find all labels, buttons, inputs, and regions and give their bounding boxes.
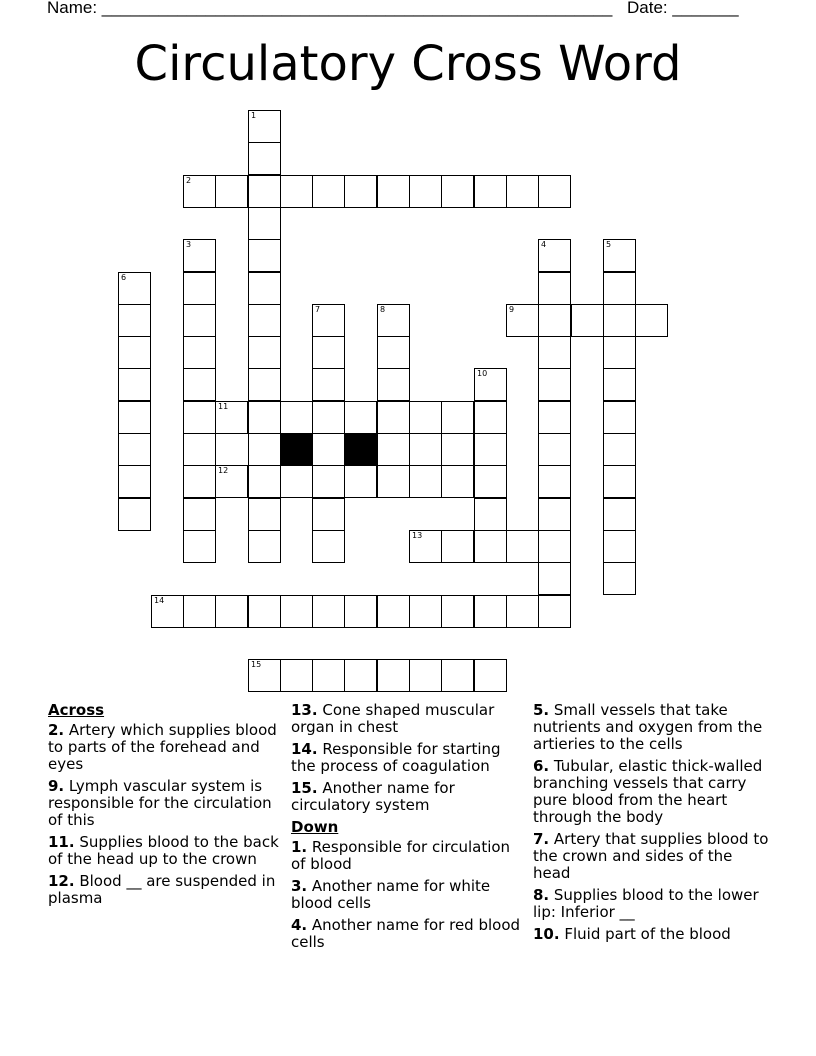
clue-column-3 — [533, 702, 773, 948]
crossword-cell[interactable] — [377, 175, 410, 208]
crossword-cell[interactable] — [280, 659, 313, 692]
crossword-cell[interactable] — [183, 401, 216, 434]
down-clue-list — [291, 839, 527, 951]
cell-number: 13 — [412, 531, 423, 540]
clue-item — [48, 778, 284, 829]
clue-item — [48, 834, 284, 868]
crossword-cell[interactable] — [248, 110, 281, 143]
cell-number: 10 — [477, 369, 488, 378]
crossword-cell[interactable] — [344, 659, 377, 692]
crossword-cell[interactable] — [441, 595, 474, 628]
cell-number: 9 — [509, 305, 515, 314]
crossword-cell[interactable] — [441, 530, 474, 563]
crossword-cell[interactable] — [248, 304, 281, 337]
crossword-cell[interactable] — [215, 401, 248, 434]
crossword-cell[interactable] — [215, 465, 248, 498]
crossword-cell[interactable] — [248, 175, 281, 208]
clue-text: Small vessels that take nutrients and oxygen from the artieries to the cells — [533, 701, 763, 753]
black-square — [280, 433, 313, 466]
crossword-cell[interactable] — [441, 659, 474, 692]
crossword-cell[interactable] — [248, 595, 281, 628]
crossword-cell[interactable] — [441, 433, 474, 466]
crossword-cell[interactable] — [312, 465, 345, 498]
clue-item — [533, 831, 773, 882]
crossword-cell[interactable] — [474, 433, 507, 466]
clue-item — [48, 873, 284, 907]
date-field-label: Date: _______ — [627, 0, 739, 17]
crossword-cell[interactable] — [183, 465, 216, 498]
crossword-cell[interactable] — [118, 498, 151, 531]
crossword-cell[interactable] — [441, 401, 474, 434]
crossword-cell[interactable] — [215, 175, 248, 208]
crossword-cell[interactable] — [538, 433, 571, 466]
crossword-cell[interactable] — [538, 465, 571, 498]
crossword-cell[interactable] — [312, 304, 345, 337]
crossword-cell[interactable] — [248, 142, 281, 175]
crossword-cell[interactable] — [474, 498, 507, 531]
crossword-cell[interactable] — [248, 659, 281, 692]
crossword-cell[interactable] — [603, 368, 636, 401]
cell-number: 5 — [606, 240, 612, 249]
cell-number: 11 — [218, 402, 229, 411]
clue-number: 6. — [533, 757, 550, 775]
down-heading: Down — [291, 818, 339, 836]
clue-text: Tubular, elastic thick-walled branching vessels that carry pure blood from the heart through the body — [533, 757, 763, 826]
crossword-cell[interactable] — [603, 401, 636, 434]
crossword-cell[interactable] — [506, 304, 539, 337]
crossword-cell[interactable] — [603, 433, 636, 466]
crossword-cell[interactable] — [248, 530, 281, 563]
crossword-cell[interactable] — [474, 659, 507, 692]
black-square — [344, 433, 377, 466]
clue-column-1 — [48, 702, 284, 912]
crossword-cell[interactable] — [506, 530, 539, 563]
clue-item — [533, 702, 773, 753]
cell-number: 4 — [541, 240, 547, 249]
crossword-cell[interactable] — [377, 336, 410, 369]
crossword-cell[interactable] — [215, 595, 248, 628]
crossword-cell[interactable] — [377, 304, 410, 337]
crossword-cell[interactable] — [377, 659, 410, 692]
clue-text: Artery which supplies blood to parts of the forehead and eyes — [48, 721, 277, 773]
crossword-cell[interactable] — [118, 368, 151, 401]
crossword-cell[interactable] — [151, 595, 184, 628]
clue-number: 15. — [291, 779, 318, 797]
clue-item — [291, 839, 527, 873]
clue-number: 5. — [533, 701, 550, 719]
crossword-cell[interactable] — [248, 239, 281, 272]
crossword-cell[interactable] — [183, 239, 216, 272]
crossword-cell[interactable] — [183, 272, 216, 305]
clue-number: 10. — [533, 925, 560, 943]
down-clue-list-continued — [533, 702, 773, 943]
crossword-cell[interactable] — [474, 401, 507, 434]
crossword-cell[interactable] — [248, 465, 281, 498]
crossword-cell[interactable] — [409, 659, 442, 692]
across-clue-list-continued — [291, 702, 527, 814]
crossword-cell[interactable] — [538, 562, 571, 595]
cell-number: 2 — [186, 176, 192, 185]
clue-item — [291, 878, 527, 912]
name-field-label: Name: ______________________________________________________ — [47, 0, 613, 17]
crossword-cell[interactable] — [344, 401, 377, 434]
crossword-cell[interactable] — [603, 304, 636, 337]
clue-text: Fluid part of the blood — [559, 925, 731, 943]
crossword-cell[interactable] — [344, 595, 377, 628]
crossword-cell[interactable] — [474, 175, 507, 208]
clue-item — [291, 741, 527, 775]
crossword-cell[interactable] — [538, 239, 571, 272]
clue-number: 2. — [48, 721, 65, 739]
crossword-cell[interactable] — [538, 498, 571, 531]
crossword-cell[interactable] — [603, 562, 636, 595]
crossword-cell[interactable] — [441, 175, 474, 208]
crossword-cell[interactable] — [571, 304, 604, 337]
clue-text: Artery that supplies blood to the crown and sides of the head — [533, 830, 769, 882]
clue-item — [291, 917, 527, 951]
crossword-cell[interactable] — [312, 530, 345, 563]
crossword-cell[interactable] — [441, 465, 474, 498]
crossword-cell[interactable] — [538, 401, 571, 434]
clue-number: 9. — [48, 777, 65, 795]
crossword-cell[interactable] — [312, 595, 345, 628]
crossword-cell[interactable] — [312, 336, 345, 369]
crossword-cell[interactable] — [377, 433, 410, 466]
crossword-cell[interactable] — [312, 659, 345, 692]
crossword-cell[interactable] — [538, 530, 571, 563]
clue-item — [533, 887, 773, 921]
crossword-cell[interactable] — [312, 433, 345, 466]
crossword-cell[interactable] — [409, 530, 442, 563]
crossword-cell[interactable] — [409, 595, 442, 628]
crossword-cell[interactable] — [409, 401, 442, 434]
clue-text: Supplies blood to the lower lip: Inferior __ — [533, 886, 759, 921]
crossword-cell[interactable] — [248, 433, 281, 466]
crossword-cell[interactable] — [183, 368, 216, 401]
crossword-cell[interactable] — [635, 304, 668, 337]
crossword-cell[interactable] — [248, 368, 281, 401]
crossword-cell[interactable] — [118, 433, 151, 466]
crossword-cell[interactable] — [506, 175, 539, 208]
clue-item — [291, 702, 527, 736]
crossword-cell[interactable] — [603, 498, 636, 531]
crossword-cell[interactable] — [183, 530, 216, 563]
clue-text: Lymph vascular system is responsible for the circulation of this — [48, 777, 272, 829]
cell-number: 3 — [186, 240, 192, 249]
crossword-cell[interactable] — [409, 465, 442, 498]
crossword-cell[interactable] — [118, 304, 151, 337]
crossword-cell[interactable] — [312, 498, 345, 531]
cell-number: 1 — [251, 111, 257, 120]
cell-number: 7 — [315, 305, 321, 314]
crossword-cell[interactable] — [377, 465, 410, 498]
clue-text: Responsible for starting the process of coagulation — [291, 740, 501, 775]
crossword-cell[interactable] — [183, 336, 216, 369]
crossword-cell[interactable] — [538, 272, 571, 305]
crossword-cell[interactable] — [377, 368, 410, 401]
clue-number: 11. — [48, 833, 75, 851]
clue-item — [533, 758, 773, 826]
crossword-cell[interactable] — [538, 336, 571, 369]
crossword-cell[interactable] — [538, 368, 571, 401]
across-heading: Across — [48, 701, 105, 719]
clue-item — [291, 780, 527, 814]
clue-text: Supplies blood to the back of the head up to the crown — [48, 833, 279, 868]
crossword-cell[interactable] — [312, 401, 345, 434]
crossword-cell[interactable] — [474, 465, 507, 498]
crossword-cell[interactable] — [280, 465, 313, 498]
crossword-cell[interactable] — [344, 175, 377, 208]
clue-item — [48, 722, 284, 773]
crossword-cell[interactable] — [344, 465, 377, 498]
crossword-cell[interactable] — [377, 595, 410, 628]
crossword-cell[interactable] — [248, 401, 281, 434]
clue-number: 12. — [48, 872, 75, 890]
crossword-cell[interactable] — [538, 595, 571, 628]
crossword-cell[interactable] — [377, 401, 410, 434]
crossword-cell[interactable] — [183, 175, 216, 208]
clue-item — [533, 926, 773, 943]
crossword-cell[interactable] — [118, 401, 151, 434]
crossword-cell[interactable] — [474, 530, 507, 563]
crossword-cell[interactable] — [183, 498, 216, 531]
crossword-cell[interactable] — [474, 368, 507, 401]
crossword-cell[interactable] — [603, 272, 636, 305]
page-title: Circulatory Cross Word — [134, 36, 682, 92]
crossword-cell[interactable] — [280, 401, 313, 434]
clue-text: Responsible for circulation of blood — [291, 838, 511, 873]
cell-number: 6 — [121, 273, 127, 282]
cell-number: 12 — [218, 466, 229, 475]
crossword-cell[interactable] — [603, 336, 636, 369]
crossword-cell[interactable] — [603, 239, 636, 272]
crossword-cell[interactable] — [603, 465, 636, 498]
cell-number: 15 — [251, 660, 262, 669]
clue-text: Another name for white blood cells — [291, 877, 491, 912]
clue-number: 4. — [291, 916, 308, 934]
clue-text: Cone shaped muscular organ in chest — [291, 701, 495, 736]
crossword-cell[interactable] — [312, 368, 345, 401]
crossword-cell[interactable] — [183, 433, 216, 466]
crossword-cell[interactable] — [248, 207, 281, 240]
across-clue-list — [48, 722, 284, 907]
crossword-cell[interactable] — [603, 530, 636, 563]
crossword-cell[interactable] — [538, 304, 571, 337]
crossword-cell[interactable] — [183, 595, 216, 628]
cell-number: 14 — [154, 596, 165, 605]
crossword-cell[interactable] — [118, 336, 151, 369]
crossword-cell[interactable] — [248, 498, 281, 531]
clue-number: 1. — [291, 838, 308, 856]
crossword-cell[interactable] — [118, 272, 151, 305]
clue-text: Another name for circulatory system — [291, 779, 455, 814]
crossword-cell[interactable] — [248, 336, 281, 369]
clue-number: 13. — [291, 701, 318, 719]
clue-number: 14. — [291, 740, 318, 758]
crossword-cell[interactable] — [474, 595, 507, 628]
crossword-cell[interactable] — [280, 595, 313, 628]
crossword-cell[interactable] — [280, 175, 313, 208]
clue-text: Another name for red blood cells — [291, 916, 521, 951]
clue-number: 7. — [533, 830, 550, 848]
crossword-cell[interactable] — [538, 175, 571, 208]
crossword-cell[interactable] — [183, 304, 216, 337]
clue-number: 3. — [291, 877, 308, 895]
crossword-cell[interactable] — [409, 175, 442, 208]
crossword-cell[interactable] — [409, 433, 442, 466]
clue-column-2 — [291, 702, 527, 956]
clue-number: 8. — [533, 886, 550, 904]
crossword-cell[interactable] — [118, 465, 151, 498]
crossword-cell[interactable] — [312, 175, 345, 208]
clue-text: Blood __ are suspended in plasma — [48, 872, 276, 907]
cell-number: 8 — [380, 305, 386, 314]
crossword-cell[interactable] — [506, 595, 539, 628]
crossword-cell[interactable] — [248, 272, 281, 305]
